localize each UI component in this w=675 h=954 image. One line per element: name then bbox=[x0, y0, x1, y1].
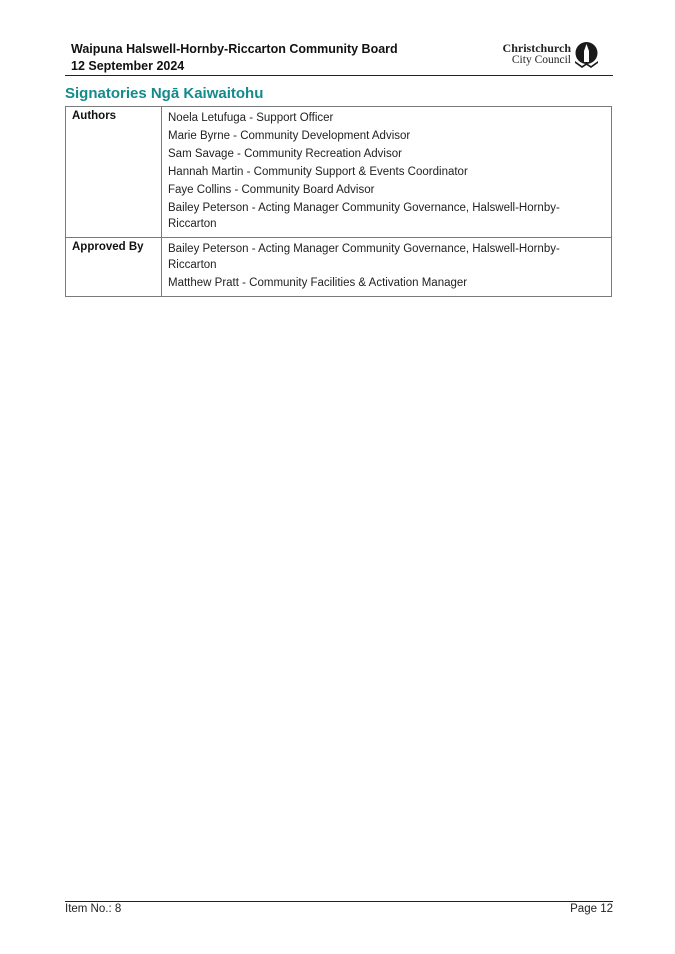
author-entry: Noela Letufuga - Support Officer bbox=[168, 112, 334, 124]
author-entry: Hannah Martin - Community Support & Events Coordinator bbox=[168, 166, 468, 178]
logo-text-line1: Christchurch bbox=[502, 41, 571, 55]
page-header bbox=[65, 41, 613, 76]
approvers-list bbox=[162, 238, 612, 297]
meeting-date: 12 September 2024 bbox=[71, 59, 185, 73]
authors-label: Authors bbox=[66, 107, 162, 238]
cathedral-icon bbox=[574, 42, 599, 68]
item-number: Item No.: 8 bbox=[65, 903, 122, 915]
authors-list bbox=[162, 107, 612, 238]
section-title: Signatories Ngā Kaiwaitohu bbox=[65, 85, 264, 102]
board-title: Waipuna Halswell-Hornby-Riccarton Community Board bbox=[71, 42, 398, 56]
council-logo bbox=[499, 42, 599, 68]
signatories-table bbox=[65, 106, 612, 297]
logo-text-line2: City Council bbox=[511, 54, 571, 66]
author-entry: Faye Collins - Community Board Advisor bbox=[168, 184, 375, 196]
page-footer bbox=[65, 901, 613, 915]
author-entry: Sam Savage - Community Recreation Advisor bbox=[168, 148, 402, 160]
authors-row bbox=[66, 107, 612, 238]
author-entry: Bailey Peterson - Acting Manager Community Governance, Halswell-Hornby-Riccarton bbox=[168, 202, 560, 230]
approved-row bbox=[66, 238, 612, 297]
approved-by-label: Approved By bbox=[66, 238, 162, 297]
approver-entry: Matthew Pratt - Community Facilities & Activation Manager bbox=[168, 277, 468, 289]
approver-entry: Bailey Peterson - Acting Manager Community Governance, Halswell-Hornby-Riccarton bbox=[168, 243, 560, 271]
author-entry: Marie Byrne - Community Development Advisor bbox=[168, 130, 411, 142]
page-number: Page 12 bbox=[570, 903, 613, 915]
